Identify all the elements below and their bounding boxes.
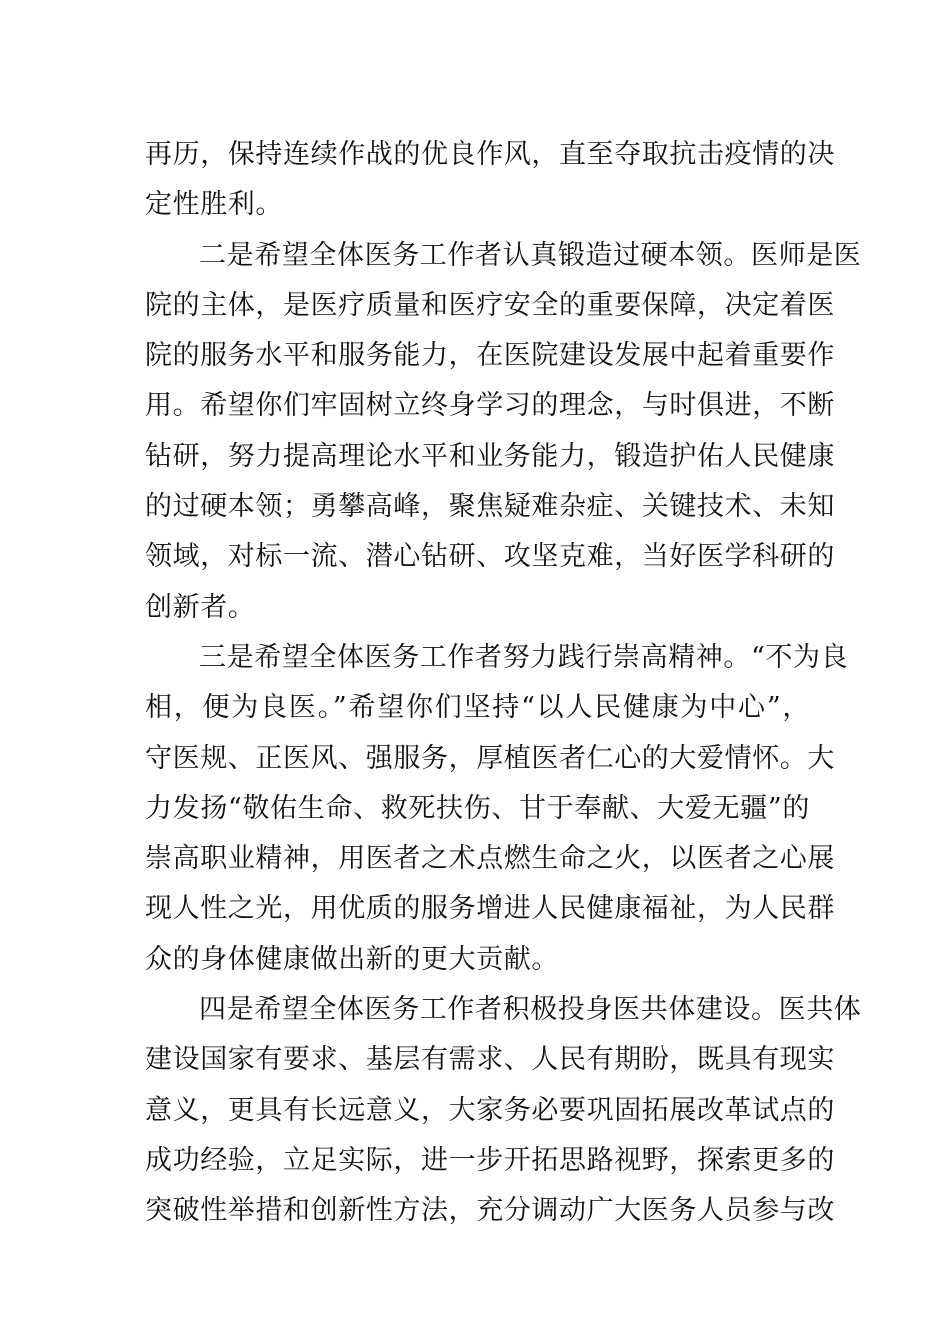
text-line: 意义，更具有长远意义，大家务必要巩固拓展改革试点的 <box>145 1094 835 1126</box>
paragraph-point-four <box>145 985 862 1236</box>
text-line: 领域，对标一流、潜心钻研、攻坚克难，当好医学科研的 <box>145 541 835 573</box>
paragraph-point-three <box>145 633 849 985</box>
text-line: 用。希望你们牢固树立终身学习的理念，与时俱进，不断 <box>145 390 835 422</box>
text-line: 众的身体健康做出新的更大贡献。 <box>145 943 559 975</box>
text-line: 创新者。 <box>145 591 256 623</box>
text-line: 院的主体，是医疗质量和医疗安全的重要保障，决定着医 <box>145 289 835 321</box>
paragraph-point-two <box>145 231 862 633</box>
text-line: 成功经验，立足实际，进一步开拓思路视野，探索更多的 <box>145 1144 835 1176</box>
text-line: 院的服务水平和服务能力，在医院建设发展中起着重要作 <box>145 340 835 372</box>
text-line: 现人性之光，用优质的服务增进人民健康福祉，为人民群 <box>145 893 835 925</box>
text-line: 相，便为良医。”希望你们坚持“以人民健康为中心”， <box>145 692 810 724</box>
text-line: 四是希望全体医务工作者积极投身医共体建设。医共体 <box>199 994 862 1026</box>
text-line: 二是希望全体医务工作者认真锻造过硬本领。医师是医 <box>199 239 862 271</box>
text-line: 突破性举措和创新性方法，充分调动广大医务人员参与改 <box>145 1195 835 1227</box>
text-line: 崇高职业精神，用医者之术点燃生命之火，以医者之心展 <box>145 843 835 875</box>
text-line: 建设国家有要求、基层有需求、人民有期盼，既具有现实 <box>145 1044 835 1076</box>
document-body <box>145 130 862 1237</box>
text-line: 三是希望全体医务工作者努力践行崇高精神。“不为良 <box>199 641 849 673</box>
text-line: 定性胜利。 <box>145 189 283 221</box>
text-line: 钻研，努力提高理论水平和业务能力，锻造护佑人民健康 <box>145 440 835 472</box>
paragraph-continuation <box>145 130 835 231</box>
text-line: 守医规、正医风、强服务，厚植医者仁心的大爱情怀。大 <box>145 742 835 774</box>
text-line: 的过硬本领；勇攀高峰，聚焦疑难杂症、关键技术、未知 <box>145 491 835 523</box>
text-line: 再历，保持连续作战的优良作风，直至夺取抗击疫情的决 <box>145 139 835 170</box>
text-line: 力发扬“敬佑生命、救死扶伤、甘于奉献、大爱无疆”的 <box>145 792 810 824</box>
